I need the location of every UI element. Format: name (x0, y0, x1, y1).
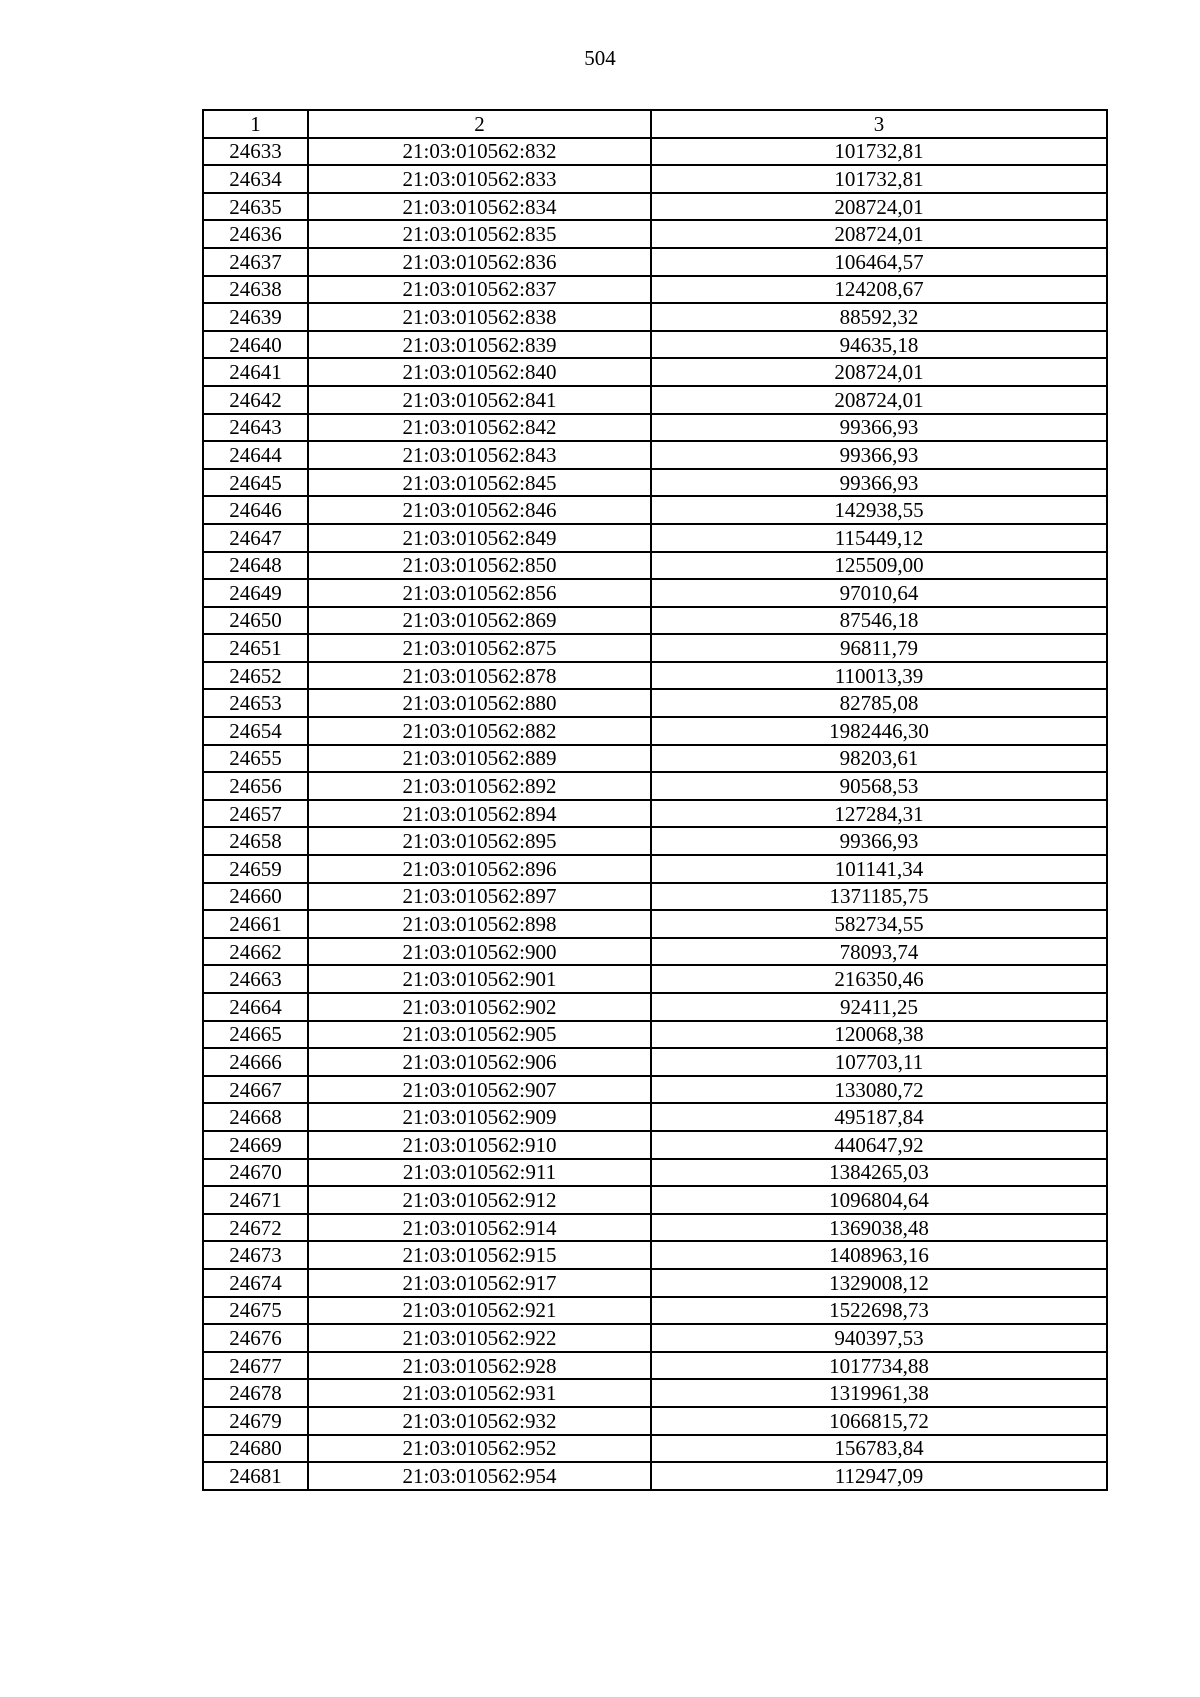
value-cell: 1329008,12 (651, 1269, 1107, 1297)
value-cell: 98203,61 (651, 745, 1107, 773)
cadastral-number-cell: 21:03:010562:902 (308, 993, 651, 1021)
value-cell: 208724,01 (651, 220, 1107, 248)
table-row (203, 745, 1107, 773)
row-number-cell: 24658 (203, 827, 308, 855)
cadastral-number-cell: 21:03:010562:882 (308, 717, 651, 745)
table-row (203, 1407, 1107, 1435)
table-row (203, 883, 1107, 911)
table-row (203, 689, 1107, 717)
table-row (203, 1186, 1107, 1214)
table-row (203, 469, 1107, 497)
value-cell: 97010,64 (651, 579, 1107, 607)
table-row (203, 938, 1107, 966)
cadastral-number-cell: 21:03:010562:839 (308, 331, 651, 359)
cadastral-number-cell: 21:03:010562:875 (308, 634, 651, 662)
cadastral-number-cell: 21:03:010562:907 (308, 1076, 651, 1104)
row-number-cell: 24674 (203, 1269, 308, 1297)
row-number-cell: 24676 (203, 1324, 308, 1352)
cadastral-number-cell: 21:03:010562:894 (308, 800, 651, 828)
value-cell: 112947,09 (651, 1462, 1107, 1490)
table-row (203, 358, 1107, 386)
table-row (203, 1462, 1107, 1490)
cadastral-number-cell: 21:03:010562:932 (308, 1407, 651, 1435)
cadastral-number-cell: 21:03:010562:909 (308, 1103, 651, 1131)
row-number-cell: 24668 (203, 1103, 308, 1131)
cadastral-number-cell: 21:03:010562:841 (308, 386, 651, 414)
table-row (203, 1048, 1107, 1076)
value-cell: 1066815,72 (651, 1407, 1107, 1435)
value-cell: 96811,79 (651, 634, 1107, 662)
cadastral-number-cell: 21:03:010562:895 (308, 827, 651, 855)
row-number-cell: 24672 (203, 1214, 308, 1242)
row-number-cell: 24661 (203, 910, 308, 938)
value-cell: 99366,93 (651, 469, 1107, 497)
table-row (203, 138, 1107, 166)
cadastral-number-cell: 21:03:010562:917 (308, 1269, 651, 1297)
cadastral-number-cell: 21:03:010562:889 (308, 745, 651, 773)
table-row (203, 827, 1107, 855)
row-number-cell: 24662 (203, 938, 308, 966)
row-number-cell: 24647 (203, 524, 308, 552)
row-number-cell: 24666 (203, 1048, 308, 1076)
value-cell: 1319961,38 (651, 1379, 1107, 1407)
row-number-cell: 24667 (203, 1076, 308, 1104)
cadastral-number-cell: 21:03:010562:915 (308, 1241, 651, 1269)
cadastral-number-cell: 21:03:010562:905 (308, 1021, 651, 1049)
cadastral-number-cell: 21:03:010562:900 (308, 938, 651, 966)
row-number-cell: 24646 (203, 496, 308, 524)
row-number-cell: 24643 (203, 414, 308, 442)
table-row (203, 1131, 1107, 1159)
table-row (203, 910, 1107, 938)
table-row (203, 1297, 1107, 1325)
row-number-cell: 24649 (203, 579, 308, 607)
table-row (203, 1214, 1107, 1242)
row-number-cell: 24644 (203, 441, 308, 469)
table-body (203, 138, 1107, 1490)
row-number-cell: 24673 (203, 1241, 308, 1269)
table-row (203, 1103, 1107, 1131)
cadastral-number-cell: 21:03:010562:954 (308, 1462, 651, 1490)
row-number-cell: 24680 (203, 1435, 308, 1463)
header-row (203, 110, 1107, 138)
row-number-cell: 24638 (203, 276, 308, 304)
table-row (203, 1435, 1107, 1463)
table-row (203, 1352, 1107, 1380)
table-row (203, 331, 1107, 359)
cadastral-number-cell: 21:03:010562:901 (308, 965, 651, 993)
cadastral-number-cell: 21:03:010562:906 (308, 1048, 651, 1076)
value-cell: 106464,57 (651, 248, 1107, 276)
value-cell: 1371185,75 (651, 883, 1107, 911)
cadastral-number-cell: 21:03:010562:910 (308, 1131, 651, 1159)
row-number-cell: 24664 (203, 993, 308, 1021)
row-number-cell: 24641 (203, 358, 308, 386)
cadastral-number-cell: 21:03:010562:921 (308, 1297, 651, 1325)
cadastral-number-cell: 21:03:010562:931 (308, 1379, 651, 1407)
value-cell: 1522698,73 (651, 1297, 1107, 1325)
table-row (203, 414, 1107, 442)
value-cell: 82785,08 (651, 689, 1107, 717)
value-cell: 101732,81 (651, 138, 1107, 166)
row-number-cell: 24657 (203, 800, 308, 828)
cadastral-number-cell: 21:03:010562:897 (308, 883, 651, 911)
cadastral-number-cell: 21:03:010562:834 (308, 193, 651, 221)
table-row (203, 248, 1107, 276)
cadastral-number-cell: 21:03:010562:835 (308, 220, 651, 248)
value-cell: 78093,74 (651, 938, 1107, 966)
table-row (203, 579, 1107, 607)
cadastral-number-cell: 21:03:010562:832 (308, 138, 651, 166)
table-row (203, 965, 1107, 993)
row-number-cell: 24640 (203, 331, 308, 359)
row-number-cell: 24671 (203, 1186, 308, 1214)
table-row (203, 1076, 1107, 1104)
cadastral-number-cell: 21:03:010562:911 (308, 1159, 651, 1187)
row-number-cell: 24660 (203, 883, 308, 911)
row-number-cell: 24637 (203, 248, 308, 276)
row-number-cell: 24655 (203, 745, 308, 773)
row-number-cell: 24681 (203, 1462, 308, 1490)
row-number-cell: 24645 (203, 469, 308, 497)
row-number-cell: 24675 (203, 1297, 308, 1325)
row-number-cell: 24650 (203, 607, 308, 635)
value-cell: 110013,39 (651, 662, 1107, 690)
value-cell: 208724,01 (651, 358, 1107, 386)
cadastral-number-cell: 21:03:010562:833 (308, 165, 651, 193)
table-row (203, 1324, 1107, 1352)
table-row (203, 772, 1107, 800)
row-number-cell: 24633 (203, 138, 308, 166)
value-cell: 127284,31 (651, 800, 1107, 828)
cadastral-number-cell: 21:03:010562:845 (308, 469, 651, 497)
column-header-3: 3 (651, 110, 1107, 138)
cadastral-number-cell: 21:03:010562:896 (308, 855, 651, 883)
table-header (203, 110, 1107, 138)
cadastral-number-cell: 21:03:010562:842 (308, 414, 651, 442)
row-number-cell: 24663 (203, 965, 308, 993)
table-row (203, 303, 1107, 331)
table-row (203, 662, 1107, 690)
table-row (203, 276, 1107, 304)
cadastral-number-cell: 21:03:010562:849 (308, 524, 651, 552)
table-row (203, 1241, 1107, 1269)
table-row (203, 220, 1107, 248)
value-cell: 940397,53 (651, 1324, 1107, 1352)
value-cell: 92411,25 (651, 993, 1107, 1021)
value-cell: 582734,55 (651, 910, 1107, 938)
cadastral-number-cell: 21:03:010562:928 (308, 1352, 651, 1380)
value-cell: 101732,81 (651, 165, 1107, 193)
value-cell: 120068,38 (651, 1021, 1107, 1049)
table-row (203, 1379, 1107, 1407)
cadastral-number-cell: 21:03:010562:912 (308, 1186, 651, 1214)
table-row (203, 1269, 1107, 1297)
table-row (203, 1159, 1107, 1187)
cadastral-number-cell: 21:03:010562:878 (308, 662, 651, 690)
value-cell: 1369038,48 (651, 1214, 1107, 1242)
table-row (203, 800, 1107, 828)
row-number-cell: 24665 (203, 1021, 308, 1049)
row-number-cell: 24654 (203, 717, 308, 745)
row-number-cell: 24642 (203, 386, 308, 414)
table-row (203, 496, 1107, 524)
cadastral-number-cell: 21:03:010562:880 (308, 689, 651, 717)
row-number-cell: 24659 (203, 855, 308, 883)
data-table (202, 109, 1108, 1491)
cadastral-number-cell: 21:03:010562:846 (308, 496, 651, 524)
row-number-cell: 24634 (203, 165, 308, 193)
value-cell: 99366,93 (651, 827, 1107, 855)
value-cell: 99366,93 (651, 414, 1107, 442)
row-number-cell: 24635 (203, 193, 308, 221)
table-row (203, 193, 1107, 221)
row-number-cell: 24653 (203, 689, 308, 717)
value-cell: 94635,18 (651, 331, 1107, 359)
value-cell: 440647,92 (651, 1131, 1107, 1159)
value-cell: 88592,32 (651, 303, 1107, 331)
table-row (203, 993, 1107, 1021)
table-row (203, 717, 1107, 745)
row-number-cell: 24677 (203, 1352, 308, 1380)
value-cell: 495187,84 (651, 1103, 1107, 1131)
value-cell: 90568,53 (651, 772, 1107, 800)
cadastral-number-cell: 21:03:010562:850 (308, 552, 651, 580)
row-number-cell: 24669 (203, 1131, 308, 1159)
cadastral-number-cell: 21:03:010562:922 (308, 1324, 651, 1352)
row-number-cell: 24670 (203, 1159, 308, 1187)
value-cell: 125509,00 (651, 552, 1107, 580)
table-row (203, 634, 1107, 662)
cadastral-number-cell: 21:03:010562:843 (308, 441, 651, 469)
cadastral-number-cell: 21:03:010562:856 (308, 579, 651, 607)
row-number-cell: 24648 (203, 552, 308, 580)
cadastral-number-cell: 21:03:010562:838 (308, 303, 651, 331)
value-cell: 115449,12 (651, 524, 1107, 552)
cadastral-number-cell: 21:03:010562:898 (308, 910, 651, 938)
value-cell: 208724,01 (651, 386, 1107, 414)
value-cell: 99366,93 (651, 441, 1107, 469)
row-number-cell: 24656 (203, 772, 308, 800)
row-number-cell: 24678 (203, 1379, 308, 1407)
value-cell: 124208,67 (651, 276, 1107, 304)
column-header-1: 1 (203, 110, 308, 138)
page-number: 504 (584, 46, 616, 70)
value-cell: 133080,72 (651, 1076, 1107, 1104)
column-header-2: 2 (308, 110, 651, 138)
row-number-cell: 24636 (203, 220, 308, 248)
value-cell: 216350,46 (651, 965, 1107, 993)
value-cell: 1096804,64 (651, 1186, 1107, 1214)
row-number-cell: 24679 (203, 1407, 308, 1435)
table-row (203, 552, 1107, 580)
value-cell: 208724,01 (651, 193, 1107, 221)
value-cell: 1384265,03 (651, 1159, 1107, 1187)
value-cell: 1982446,30 (651, 717, 1107, 745)
table-row (203, 386, 1107, 414)
cadastral-number-cell: 21:03:010562:892 (308, 772, 651, 800)
value-cell: 142938,55 (651, 496, 1107, 524)
table-row (203, 524, 1107, 552)
value-cell: 101141,34 (651, 855, 1107, 883)
row-number-cell: 24652 (203, 662, 308, 690)
cadastral-number-cell: 21:03:010562:840 (308, 358, 651, 386)
value-cell: 107703,11 (651, 1048, 1107, 1076)
table-row (203, 855, 1107, 883)
value-cell: 1408963,16 (651, 1241, 1107, 1269)
value-cell: 1017734,88 (651, 1352, 1107, 1380)
table-row (203, 165, 1107, 193)
cadastral-number-cell: 21:03:010562:914 (308, 1214, 651, 1242)
cadastral-number-cell: 21:03:010562:837 (308, 276, 651, 304)
cadastral-number-cell: 21:03:010562:869 (308, 607, 651, 635)
row-number-cell: 24639 (203, 303, 308, 331)
row-number-cell: 24651 (203, 634, 308, 662)
table-row (203, 441, 1107, 469)
value-cell: 87546,18 (651, 607, 1107, 635)
value-cell: 156783,84 (651, 1435, 1107, 1463)
cadastral-number-cell: 21:03:010562:952 (308, 1435, 651, 1463)
table-row (203, 607, 1107, 635)
cadastral-number-cell: 21:03:010562:836 (308, 248, 651, 276)
table-row (203, 1021, 1107, 1049)
